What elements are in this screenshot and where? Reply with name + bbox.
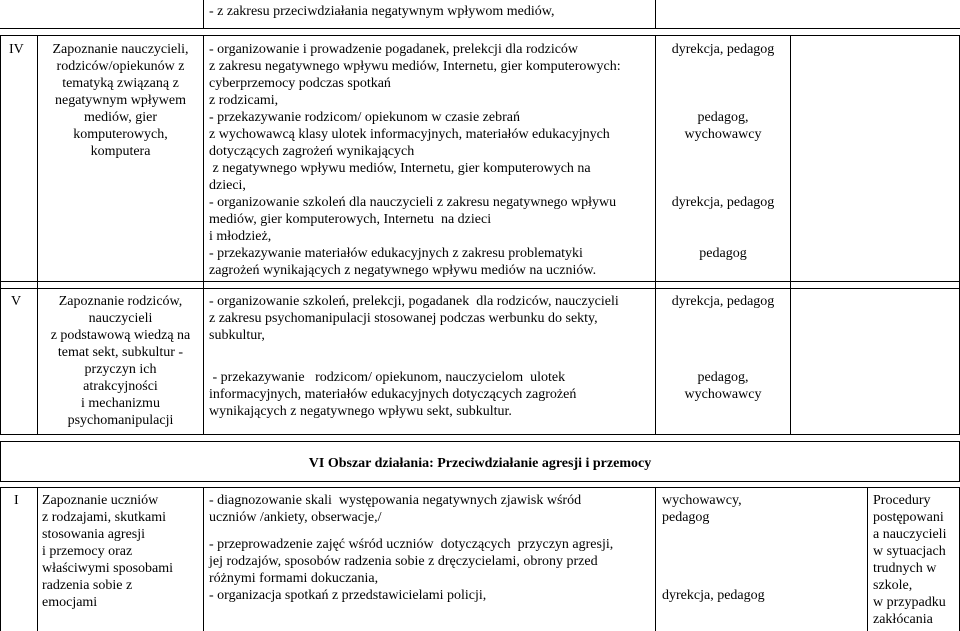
row-iv-action-line: - organizowanie i prowadzenie pogadanek, prelekcji dla rodziców xyxy=(209,42,579,57)
row-vi-goal: Zapoznanie uczniów z rodzajami, skutkami stosowania agresji i przemocy oraz właściwymi sposobami radzenia sobie z emocjami xyxy=(42,493,174,610)
row-iv-action-line: - organizowanie szkoleń dla nauczycieli z zakresu negatywnego wpływu xyxy=(209,195,617,210)
rule-top-left xyxy=(203,0,204,28)
row-iv-action-line: z zakresu negatywnego wpływu mediów, Internetu, gier komputerowych: xyxy=(209,59,621,74)
row-iv-goal: Zapoznanie nauczycieli, rodziców/opiekunów z tematyką związaną z negatywnym wpływem mediów, gier komputerowych, komputera xyxy=(52,42,189,159)
row-iv-action-line: - przekazywanie materiałów edukacyjnych z zakresu problematyki xyxy=(209,246,583,261)
row-iv-number: IV xyxy=(9,42,24,57)
row-vi-action-line: - organizacja spotkań z przedstawicielami policji, xyxy=(209,588,487,603)
row-vi-action-line: - diagnozowanie skali występowania negatywnych zjawisk wśród xyxy=(209,493,582,508)
row-iv-action-line: dzieci, xyxy=(209,178,246,193)
row-iv-action-line: z wychowawcą klasy ulotek informacyjnych, materiałów edukacyjnych xyxy=(209,127,610,142)
row-iv-action-line: mediów, gier komputerowych, Internetu na dzieci xyxy=(209,212,492,227)
rule-vi-actions-col xyxy=(655,487,656,631)
row-v-action-line: subkultur, xyxy=(209,328,265,343)
row-v-responsible: dyrekcja, pedagog xyxy=(671,294,775,309)
row-iv-action-line: - przekazywanie rodzicom/ opiekunom w czasie zebrań xyxy=(209,110,520,125)
row-v-action-line: - przekazywanie rodzicom/ opiekunom, nauczycielom ulotek xyxy=(209,370,566,385)
section-heading: VI Obszar działania: Przeciwdziałanie agresji i przemocy xyxy=(308,456,652,471)
row-iv-action-line: zagrożeń wynikających z negatywnego wpływu mediów na uczniów. xyxy=(209,263,597,278)
row-vi-action-line: różnymi formami dokuczania, xyxy=(209,571,379,586)
row-v-action-line: wynikających z negatywnego wpływu sekt, subkultur. xyxy=(209,404,512,419)
top-row-text: - z zakresu przeciwdziałania negatywnym wpływom mediów, xyxy=(209,4,555,19)
row-iv-action-line: z negatywnego wpływu mediów, Internetu, gier komputerowych na xyxy=(209,161,591,176)
row-vi-action-line: jej rodzajów, sposobów radzenia sobie z dręczycielami, obrony przed xyxy=(209,554,598,569)
row-vi-responsible: dyrekcja, pedagog xyxy=(662,588,765,603)
rule-top-row-bottom xyxy=(0,28,960,29)
rule-vi-left-edge xyxy=(0,487,1,631)
row-v-goal: Zapoznanie rodziców, nauczycieli z podstawową wiedzą na temat sekt, subkultur - przyczyn ich atrakcyjności i mechanizmu psychomanipulacji xyxy=(50,294,191,428)
row-vi-action-line: uczniów /ankiety, obserwacje,/ xyxy=(209,510,382,525)
row-iv-responsible: pedagog, wychowawcy xyxy=(684,110,762,142)
rule-v-resp-col xyxy=(790,35,791,435)
row-vi-action-line: - przeprowadzenie zajęć wśród uczniów dotyczących przyczyn agresji, xyxy=(209,537,614,552)
rule-section-bottom xyxy=(0,481,960,482)
row-iv-responsible: dyrekcja, pedagog xyxy=(671,195,775,210)
rule-v-left-edge xyxy=(0,35,1,435)
row-iv-action-line: z rodzicami, xyxy=(209,93,279,108)
row-iv-responsible: pedagog xyxy=(699,246,747,261)
rule-vi-resp-col xyxy=(867,487,868,631)
rule-section-bottom-2 xyxy=(0,487,960,488)
row-vi-notes: Procedury postępowani a nauczycieli w sytuacjach trudnych w szkole, w przypadku zakłócania xyxy=(873,493,947,627)
row-v-action-line: informacyjnych, materiałów edukacyjnych dotyczących zagrożeń xyxy=(209,387,577,402)
row-v-responsible: pedagog, wychowawcy xyxy=(684,370,762,402)
row-iv-action-line: i młodzież, xyxy=(209,229,272,244)
rule-top-right xyxy=(655,0,656,28)
rule-row-v-bottom-2 xyxy=(0,441,960,442)
rule-row-iv-bottom xyxy=(0,281,960,282)
row-v-action-line: - organizowanie szkoleń, prelekcji, pogadanek dla rodziców, nauczycieli xyxy=(209,294,619,309)
rule-v-goal-col xyxy=(203,35,204,435)
rule-row-v-top xyxy=(0,288,960,289)
row-v-action-line: z zakresu psychomanipulacji stosowanej podczas werbunku do sekty, xyxy=(209,311,598,326)
row-v-number: V xyxy=(11,294,22,309)
row-vi-number: I xyxy=(14,493,19,508)
row-iv-action-line: dotyczących zagrożeń wynikających xyxy=(209,144,415,159)
row-iv-responsible: dyrekcja, pedagog xyxy=(671,42,775,57)
rule-row-v-bottom xyxy=(0,434,960,435)
row-iv-action-line: cyberprzemocy podczas spotkań xyxy=(209,76,391,91)
rule-row-iv-top xyxy=(0,35,960,36)
row-vi-responsible: wychowawcy, pedagog xyxy=(662,493,742,525)
rule-vi-goal-col xyxy=(203,487,204,631)
rule-vi-num-col xyxy=(37,487,38,631)
